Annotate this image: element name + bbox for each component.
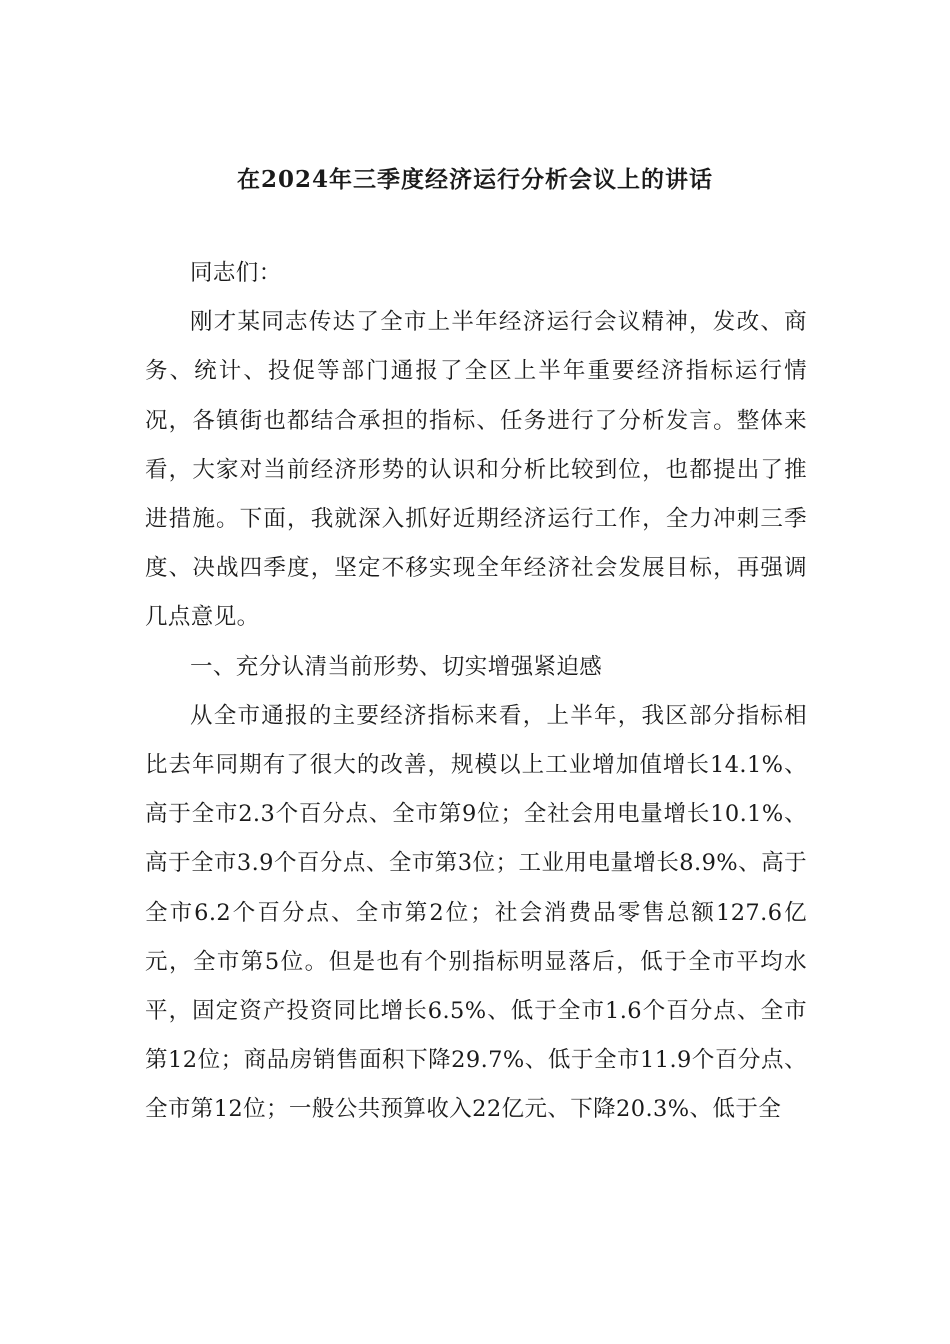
section-heading-1: 一、充分认清当前形势、切实增强紧迫感 <box>190 653 603 680</box>
paragraph-indicators: 从全市通报的主要经济指标来看，上半年，我区部分指标相比去年同期有了很大的改善，规模以上工业增加值增长14.1%、高于全市2.3个百分点、全市第9位；全社会用电量增长10.1%、高于全市3.9个百分点、全市第3位；工业用电量增长8.9%、高于全市6.2个百分点、全市第2位；社会消费品零售总额127.6亿元，全市第5位。但是也有个别指标明显落后，低于全市平均水平，固定资产投资同比增长6.5%、低于全市1.6个百分点、全市第12位；商品房销售面积下降29.7%、低于全市11.9个百分点、全市第12位；一般公共预算收入22亿元、下降20.3%、低于全 <box>145 702 807 1123</box>
document-title: 在2024年三季度经济运行分析会议上的讲话 <box>236 166 713 193</box>
greeting: 同志们： <box>190 260 282 286</box>
document-body <box>145 249 807 1135</box>
paragraph-intro: 刚才某同志传达了全市上半年经济运行会议精神，发改、商务、统计、投促等部门通报了全区上半年重要经济指标运行情况，各镇街也都结合承担的指标、任务进行了分析发言。整体来看，大家对当前经济形势的认识和分析比较到位，也都提出了推进措施。下面，我就深入抓好近期经济运行工作，全力冲刺三季度、决战四季度，坚定不移实现全年经济社会发展目标，再强调几点意见。 <box>145 309 807 631</box>
